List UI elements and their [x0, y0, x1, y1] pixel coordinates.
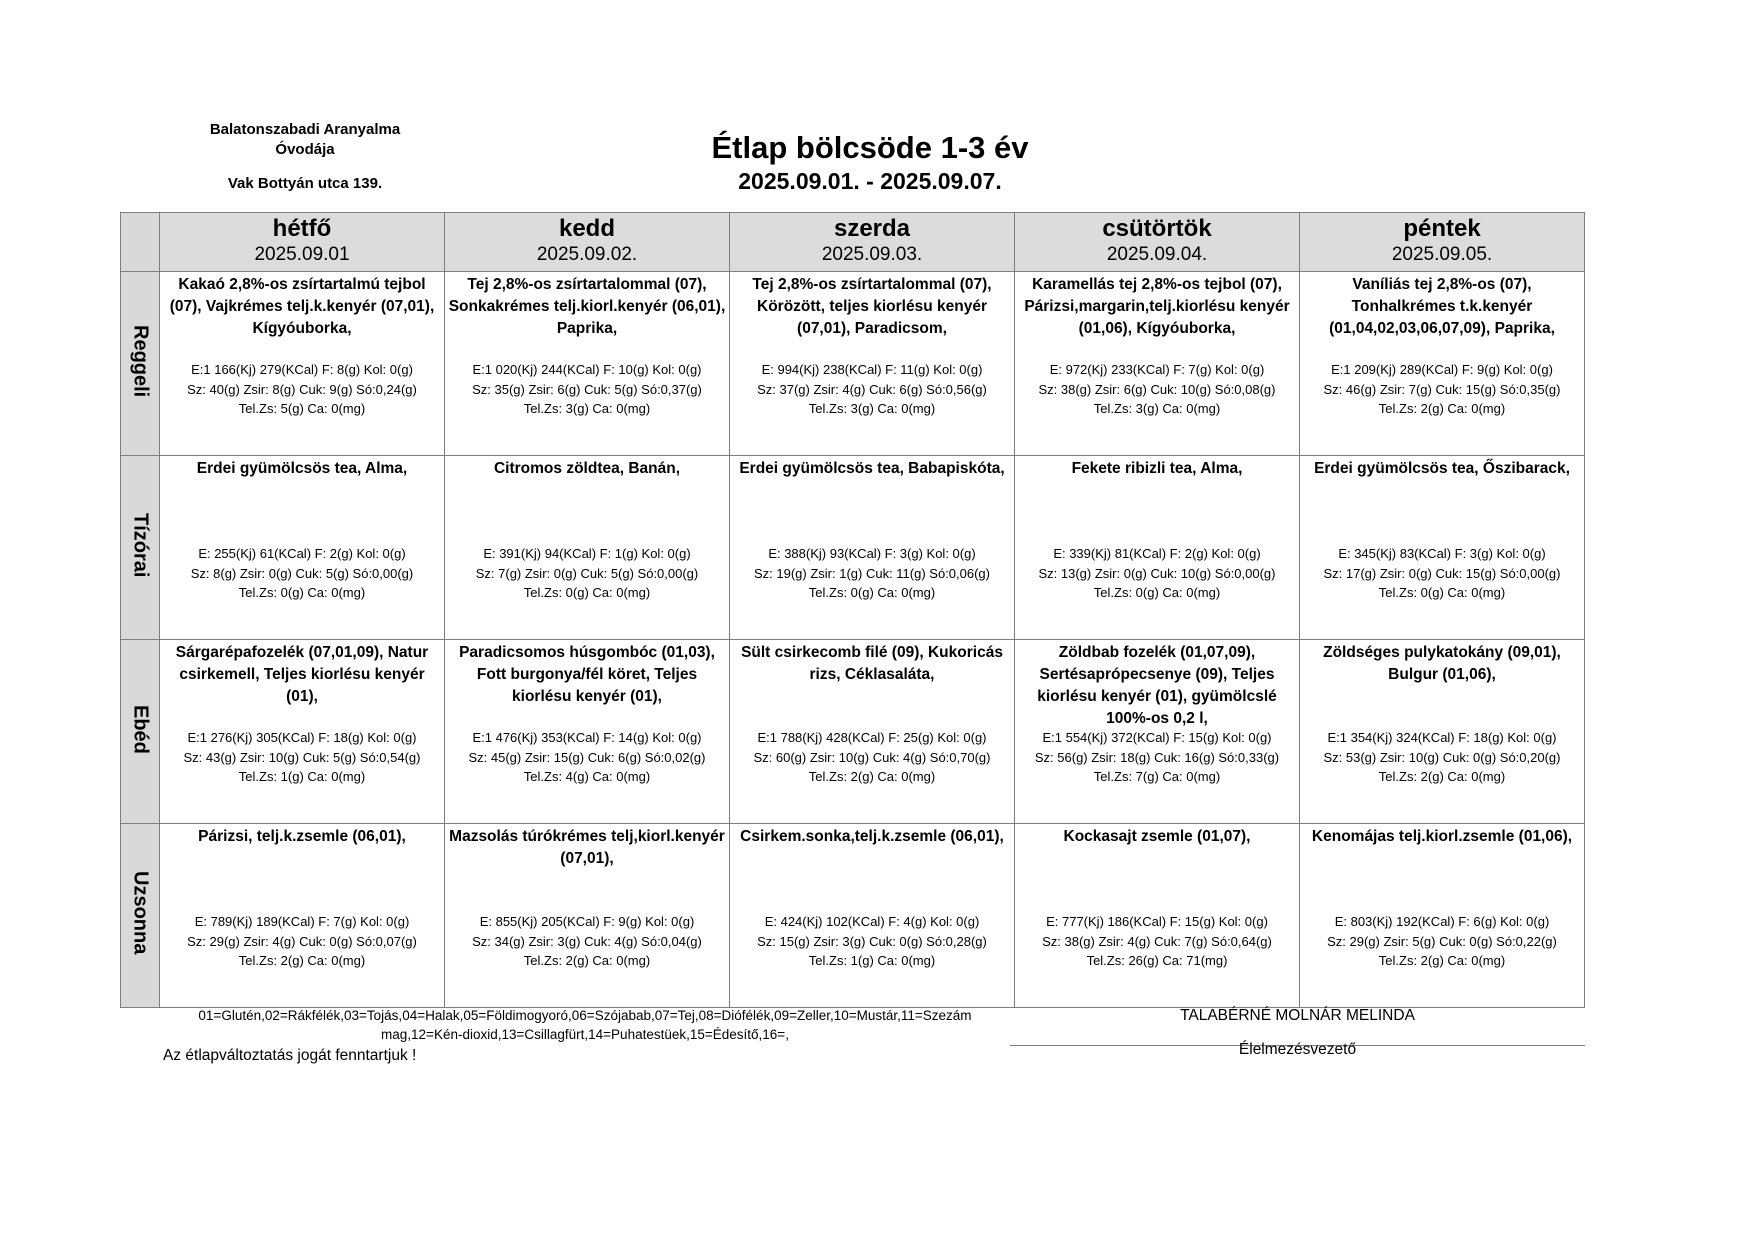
signer-name: TALABÉRNÉ MOLNÁR MELINDA: [1180, 1007, 1415, 1024]
change-notice: Az étlapváltoztatás jogát fenntartjuk !: [163, 1047, 417, 1064]
menu-cell: [1015, 272, 1300, 456]
nutrition-line-3: Tel.Zs: 4(g) Ca: 0(mg): [523, 769, 651, 784]
meal-label-cell: [121, 456, 160, 640]
nutrition-info: [1015, 360, 1299, 419]
food-description: Kenomájas telj.kiorl.zsemle (01,06),: [1311, 828, 1573, 845]
nutrition-info: [730, 544, 1014, 603]
signer-title: Élelmezésvezető: [1238, 1041, 1357, 1058]
menu-cell: [730, 456, 1015, 640]
meal-row-ebed: [121, 640, 1585, 824]
menu-cell: [160, 640, 445, 824]
nutrition-line-1: E:1 166(Kj) 279(KCal) F: 8(g) Kol: 0(g): [191, 362, 413, 377]
food-description: Tej 2,8%-os zsírtartalommal (07), Sonkakrémes telj.kiorl.kenyér (06,01), Paprika,: [448, 276, 726, 337]
nutrition-info: [730, 728, 1014, 787]
nutrition-line-1: E: 255(Kj) 61(KCal) F: 2(g) Kol: 0(g): [198, 546, 406, 561]
day-date: 2025.09.03.: [821, 244, 923, 265]
food-description: Sült csirkecomb filé (09), Kukoricás rizs, Céklasaláta,: [741, 644, 1003, 683]
nutrition-line-3: Tel.Zs: 0(g) Ca: 0(mg): [238, 585, 366, 600]
day-date: 2025.09.05.: [1391, 244, 1493, 265]
menu-cell: [1300, 272, 1585, 456]
nutrition-line-1: E:1 554(Kj) 372(KCal) F: 15(g) Kol: 0(g): [1042, 730, 1272, 745]
food-description: Erdei gyümölcsös tea, Alma,: [196, 460, 408, 477]
menu-cell: [160, 272, 445, 456]
nutrition-info: [160, 912, 444, 971]
meal-label-cell: [121, 272, 160, 456]
food-description: Kakaó 2,8%-os zsírtartalmú tejbol (07), Vajkrémes telj.k.kenyér (07,01), Kígyóuborka,: [169, 276, 435, 337]
meal-label: Tízórai: [129, 512, 152, 578]
nutrition-line-3: Tel.Zs: 5(g) Ca: 0(mg): [238, 401, 366, 416]
nutrition-line-2: Sz: 17(g) Zsir: 0(g) Cuk: 15(g) Só:0,00(g): [1323, 565, 1561, 581]
nutrition-line-2: Sz: 13(g) Zsir: 0(g) Cuk: 10(g) Só:0,00(g): [1038, 565, 1276, 581]
nutrition-info: [160, 728, 444, 787]
menu-cell: [445, 456, 730, 640]
nutrition-line-1: E: 972(Kj) 233(KCal) F: 7(g) Kol: 0(g): [1049, 362, 1265, 377]
nutrition-line-3: Tel.Zs: 3(g) Ca: 0(mg): [523, 401, 651, 416]
nutrition-info: [730, 360, 1014, 419]
food-description: Zöldbab fozelék (01,07,09), Sertésaprópecsenye (09), Teljes kiorlésu kenyér (01), gyümölcslé 100%-os 0,2 l,: [1037, 644, 1277, 727]
menu-cell: [160, 456, 445, 640]
nutrition-info: [730, 912, 1014, 971]
food-description: Erdei gyümölcsös tea, Őszibarack,: [1314, 460, 1570, 477]
meal-label: Uzsonna: [129, 871, 152, 955]
food-description: Zöldséges pulykatokány (09,01), Bulgur (01,06),: [1323, 644, 1561, 683]
nutrition-line-1: E:1 209(Kj) 289(KCal) F: 9(g) Kol: 0(g): [1331, 362, 1553, 377]
nutrition-line-2: Sz: 29(g) Zsir: 5(g) Cuk: 0(g) Só:0,22(g): [1327, 933, 1557, 949]
nutrition-line-2: Sz: 46(g) Zsir: 7(g) Cuk: 15(g) Só:0,35(g): [1323, 381, 1561, 397]
date-range: 2025.09.01. - 2025.09.07.: [738, 168, 1002, 194]
nutrition-info: [1300, 360, 1584, 419]
nutrition-line-2: Sz: 34(g) Zsir: 3(g) Cuk: 4(g) Só:0,04(g): [472, 933, 702, 949]
nutrition-line-2: Sz: 19(g) Zsir: 1(g) Cuk: 11(g) Só:0,06(g): [753, 565, 990, 581]
allergen-legend-line-1: 01=Glutén,02=Rákfélék,03=Tojás,04=Halak,05=Földimogyoró,06=Szójabab,07=Tej,08=Diófélék,09=Zeller,10=Mustár,11=Szezám: [198, 1008, 972, 1023]
day-name: szerda: [833, 215, 911, 242]
meal-label: Reggeli: [129, 324, 152, 398]
allergen-legend: [160, 1006, 1010, 1044]
nutrition-line-1: E:1 788(Kj) 428(KCal) F: 25(g) Kol: 0(g): [757, 730, 987, 745]
nutrition-line-2: Sz: 7(g) Zsir: 0(g) Cuk: 5(g) Só:0,00(g): [475, 565, 699, 581]
nutrition-line-3: Tel.Zs: 2(g) Ca: 0(mg): [1378, 769, 1506, 784]
nutrition-line-3: Tel.Zs: 2(g) Ca: 0(mg): [523, 953, 651, 968]
food-description: Vaníliás tej 2,8%-os (07), Tonhalkrémes t.k.kenyér (01,04,02,03,06,07,09), Paprika,: [1329, 276, 1555, 337]
food-description: Fekete ribizli tea, Alma,: [1071, 460, 1243, 477]
nutrition-info: [1300, 912, 1584, 971]
nutrition-line-3: Tel.Zs: 1(g) Ca: 0(mg): [238, 769, 366, 784]
food-description: Párizsi, telj.k.zsemle (06,01),: [198, 828, 406, 845]
nutrition-line-1: E: 994(Kj) 238(KCal) F: 11(g) Kol: 0(g): [761, 362, 983, 377]
menu-cell: [1300, 824, 1585, 1008]
nutrition-line-3: Tel.Zs: 0(g) Ca: 0(mg): [523, 585, 651, 600]
nutrition-line-1: E: 345(Kj) 83(KCal) F: 3(g) Kol: 0(g): [1338, 546, 1546, 561]
nutrition-info: [1015, 912, 1299, 971]
meal-label-cell: [121, 824, 160, 1008]
nutrition-line-3: Tel.Zs: 0(g) Ca: 0(mg): [1378, 585, 1506, 600]
nutrition-line-3: Tel.Zs: 2(g) Ca: 0(mg): [808, 769, 936, 784]
institution-name: [180, 121, 430, 158]
nutrition-line-1: E:1 354(Kj) 324(KCal) F: 18(g) Kol: 0(g): [1327, 730, 1557, 745]
menu-cell: [1300, 640, 1585, 824]
day-name: péntek: [1403, 215, 1481, 242]
institution-line-2: Óvodája: [275, 141, 335, 158]
nutrition-line-1: E:1 276(Kj) 305(KCal) F: 18(g) Kol: 0(g): [187, 730, 417, 745]
corner-cell: [121, 213, 160, 272]
nutrition-line-1: E: 789(Kj) 189(KCal) F: 7(g) Kol: 0(g): [194, 914, 410, 929]
nutrition-info: [1015, 728, 1299, 787]
nutrition-line-2: Sz: 43(g) Zsir: 10(g) Cuk: 5(g) Só:0,54(g): [183, 749, 421, 765]
menu-cell: [730, 824, 1015, 1008]
menu-cell: [445, 640, 730, 824]
nutrition-line-2: Sz: 8(g) Zsir: 0(g) Cuk: 5(g) Só:0,00(g): [190, 565, 414, 581]
nutrition-line-1: E: 855(Kj) 205(KCal) F: 9(g) Kol: 0(g): [479, 914, 695, 929]
menu-cell: [1015, 456, 1300, 640]
nutrition-line-3: Tel.Zs: 2(g) Ca: 0(mg): [1378, 401, 1506, 416]
nutrition-info: [160, 544, 444, 603]
menu-cell: [730, 272, 1015, 456]
nutrition-line-3: Tel.Zs: 2(g) Ca: 0(mg): [238, 953, 366, 968]
day-header-friday: [1300, 213, 1585, 272]
nutrition-line-2: Sz: 40(g) Zsir: 8(g) Cuk: 9(g) Só:0,24(g): [187, 381, 417, 397]
nutrition-line-1: E: 339(Kj) 81(KCal) F: 2(g) Kol: 0(g): [1053, 546, 1261, 561]
menu-cell: [1300, 456, 1585, 640]
nutrition-line-2: Sz: 15(g) Zsir: 3(g) Cuk: 0(g) Só:0,28(g): [757, 933, 987, 949]
nutrition-line-1: E: 424(Kj) 102(KCal) F: 4(g) Kol: 0(g): [764, 914, 980, 929]
nutrition-line-2: Sz: 29(g) Zsir: 4(g) Cuk: 0(g) Só:0,07(g): [187, 933, 417, 949]
institution-address: Vak Bottyán utca 139.: [227, 175, 383, 192]
nutrition-line-1: E: 391(Kj) 94(KCal) F: 1(g) Kol: 0(g): [483, 546, 691, 561]
day-header-tuesday: [445, 213, 730, 272]
nutrition-line-3: Tel.Zs: 3(g) Ca: 0(mg): [808, 401, 936, 416]
meal-label: Ebéd: [129, 704, 152, 754]
day-date: 2025.09.01: [254, 244, 350, 265]
nutrition-info: [1300, 544, 1584, 603]
menu-cell: [1015, 824, 1300, 1008]
menu-cell: [730, 640, 1015, 824]
nutrition-line-2: Sz: 60(g) Zsir: 10(g) Cuk: 4(g) Só:0,70(g): [753, 749, 991, 765]
menu-cell: [1015, 640, 1300, 824]
meal-label-cell: [121, 640, 160, 824]
nutrition-line-3: Tel.Zs: 1(g) Ca: 0(mg): [808, 953, 936, 968]
menu-cell: [160, 824, 445, 1008]
menu-table: [120, 212, 1585, 1008]
meal-row-uzsonna: [121, 824, 1585, 1008]
food-description: Karamellás tej 2,8%-os tejbol (07), Párizsi,margarin,telj.kiorlésu kenyér (01,06), Kígyóuborka,: [1024, 276, 1290, 337]
nutrition-line-3: Tel.Zs: 2(g) Ca: 0(mg): [1378, 953, 1506, 968]
nutrition-line-1: E: 777(Kj) 186(KCal) F: 15(g) Kol: 0(g): [1046, 914, 1268, 929]
nutrition-line-2: Sz: 56(g) Zsir: 18(g) Cuk: 16(g) Só:0,33(g): [1034, 749, 1280, 765]
nutrition-line-3: Tel.Zs: 0(g) Ca: 0(mg): [808, 585, 936, 600]
nutrition-line-1: E: 803(Kj) 192(KCal) F: 6(g) Kol: 0(g): [1334, 914, 1550, 929]
food-description: Citromos zöldtea, Banán,: [493, 460, 681, 477]
nutrition-info: [1300, 728, 1584, 787]
nutrition-line-3: Tel.Zs: 26(g) Ca: 71(mg): [1086, 953, 1228, 968]
food-description: Sárgarépafozelék (07,01,09), Natur csirkemell, Teljes kiorlésu kenyér (01),: [175, 644, 429, 705]
nutrition-line-2: Sz: 35(g) Zsir: 6(g) Cuk: 5(g) Só:0,37(g): [472, 381, 702, 397]
page-title: Étlap bölcsöde 1-3 év: [711, 130, 1029, 165]
nutrition-line-2: Sz: 38(g) Zsir: 6(g) Cuk: 10(g) Só:0,08(g): [1038, 381, 1276, 397]
nutrition-line-1: E: 388(Kj) 93(KCal) F: 3(g) Kol: 0(g): [768, 546, 976, 561]
nutrition-info: [445, 728, 729, 787]
nutrition-line-2: Sz: 38(g) Zsir: 4(g) Cuk: 7(g) Só:0,64(g): [1042, 933, 1272, 949]
allergen-legend-line-2: mag,12=Kén-dioxid,13=Csillagfürt,14=Puhatestüek,15=Édesítő,16=,: [381, 1027, 789, 1042]
menu-cell: [445, 824, 730, 1008]
day-date: 2025.09.04.: [1106, 244, 1208, 265]
nutrition-line-3: Tel.Zs: 0(g) Ca: 0(mg): [1093, 585, 1221, 600]
food-description: Tej 2,8%-os zsírtartalommal (07), Körözött, teljes kiorlésu kenyér (07,01), Paradicsom,: [752, 276, 992, 337]
nutrition-line-2: Sz: 37(g) Zsir: 4(g) Cuk: 6(g) Só:0,56(g): [757, 381, 987, 397]
food-description: Mazsolás túrókrémes telj,kiorl.kenyér (07,01),: [449, 828, 725, 867]
meal-row-reggeli: [121, 272, 1585, 456]
day-header-wednesday: [730, 213, 1015, 272]
nutrition-line-2: Sz: 45(g) Zsir: 15(g) Cuk: 6(g) Só:0,02(g): [468, 749, 706, 765]
food-description: Erdei gyümölcsös tea, Babapiskóta,: [739, 460, 1005, 477]
nutrition-line-1: E:1 020(Kj) 244(KCal) F: 10(g) Kol: 0(g): [472, 362, 702, 377]
menu-cell: [445, 272, 730, 456]
nutrition-line-1: E:1 476(Kj) 353(KCal) F: 14(g) Kol: 0(g): [472, 730, 702, 745]
day-header-monday: [160, 213, 445, 272]
nutrition-info: [445, 912, 729, 971]
food-description: Paradicsomos húsgombóc (01,03), Fott burgonya/fél köret, Teljes kiorlésu kenyér (01),: [459, 644, 715, 705]
day-name: csütörtök: [1102, 215, 1212, 242]
meal-row-tizorai: [121, 456, 1585, 640]
day-name: kedd: [558, 215, 615, 242]
institution-line-1: Balatonszabadi Aranyalma: [209, 121, 401, 138]
nutrition-line-3: Tel.Zs: 7(g) Ca: 0(mg): [1093, 769, 1221, 784]
nutrition-line-2: Sz: 53(g) Zsir: 10(g) Cuk: 0(g) Só:0,20(g): [1323, 749, 1561, 765]
day-date: 2025.09.02.: [536, 244, 638, 265]
nutrition-info: [1015, 544, 1299, 603]
nutrition-line-3: Tel.Zs: 3(g) Ca: 0(mg): [1093, 401, 1221, 416]
day-header-thursday: [1015, 213, 1300, 272]
food-description: Csirkem.sonka,telj.k.zsemle (06,01),: [740, 828, 1004, 845]
food-description: Kockasajt zsemle (01,07),: [1063, 828, 1251, 845]
nutrition-info: [445, 360, 729, 419]
nutrition-info: [160, 360, 444, 419]
day-header-row: [121, 213, 1585, 272]
nutrition-info: [445, 544, 729, 603]
day-name: hétfő: [272, 215, 332, 242]
